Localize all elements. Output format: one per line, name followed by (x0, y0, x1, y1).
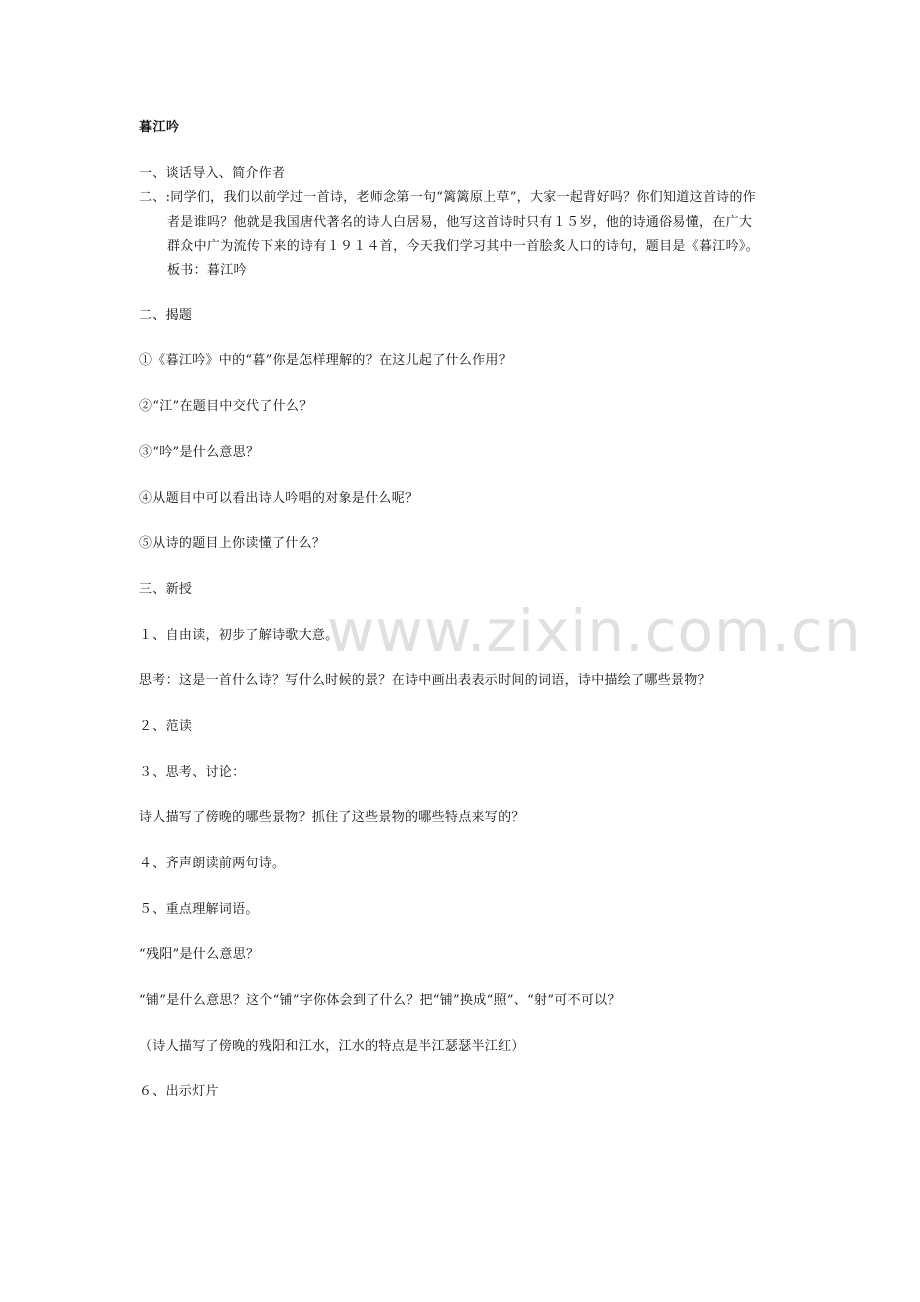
paragraph-line: （诗人描写了傍晚的残阳和江水，江水的特点是半江瑟瑟半江红） (139, 1039, 525, 1054)
watermark-text: www.zixin.com.cn (327, 597, 862, 665)
question-line: ①《暮江吟》中的“暮”你是怎样理解的？在这儿起了什么作用？ (139, 353, 512, 368)
section-heading-new-lesson: 三、新授 (139, 582, 193, 597)
board-writing-line: 板书：暮江吟 (167, 263, 247, 278)
question-line: ③“吟”是什么意思？ (139, 445, 260, 460)
paragraph-line: 群众中广为流传下来的诗有１９１４首，今天我们学习其中一首脍炙人口的诗句，题目是《暮江吟》。 (167, 239, 760, 254)
question-line: ⑤从诗的题目上你读懂了什么？ (139, 536, 326, 551)
paragraph-line: 思考：这是一首什么诗？写什么时候的景？在诗中画出表表示时间的词语，诗中描绘了哪些景物？ (139, 673, 711, 688)
question-line: ④从题目中可以看出诗人吟唱的对象是什么呢？ (139, 491, 419, 506)
step-line: １、自由读，初步了解诗歌大意。 (139, 628, 339, 643)
question-line: ②“江”在题目中交代了什么？ (139, 399, 313, 414)
section-heading-intro: 一、谈话导入、简介作者 (139, 166, 286, 181)
paragraph-line: 者是谁吗？他就是我国唐代著名的诗人白居易，他写这首诗时只有１５岁，他的诗通俗易懂，在广大 (167, 215, 753, 230)
paragraph-line: 二、:同学们，我们以前学过一首诗，老师念第一句“篱篱原上草”，大家一起背好吗？你们知道这首诗的作 (139, 190, 757, 205)
section-heading-topic: 二、揭题 (139, 308, 193, 323)
paragraph-line: 诗人描写了傍晚的哪些景物？抓住了这些景物的哪些特点来写的？ (139, 810, 525, 825)
step-line: ６、出示灯片 (139, 1084, 219, 1099)
step-line: ３、思考、讨论： (139, 765, 246, 780)
question-line: “铺”是什么意思？这个“铺”字你体会到了什么？把“铺”换成“照”、“射”可不可以？ (139, 993, 621, 1008)
document-title: 暮江吟 (139, 120, 180, 135)
question-line: “残阳”是什么意思？ (139, 947, 260, 962)
step-line: ２、范读 (139, 719, 193, 734)
step-line: ５、重点理解词语。 (139, 902, 259, 917)
step-line: ４、齐声朗读前两句诗。 (139, 856, 286, 871)
